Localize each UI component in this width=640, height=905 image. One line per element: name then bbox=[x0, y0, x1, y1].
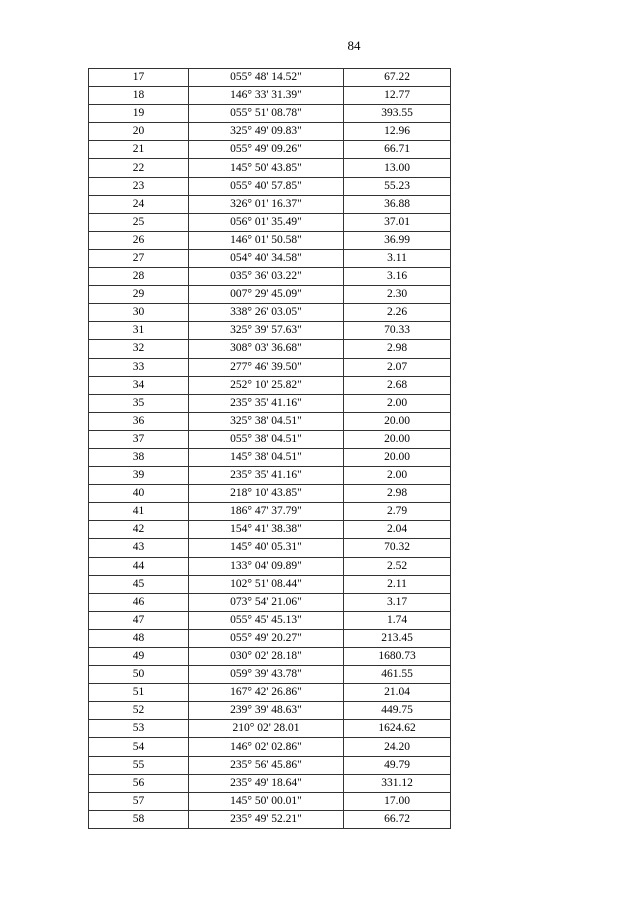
distance-cell: 70.33 bbox=[344, 322, 451, 340]
bearing-cell: 035° 36' 03.22" bbox=[189, 268, 344, 286]
line-number-cell: 40 bbox=[89, 485, 189, 503]
line-number-cell: 31 bbox=[89, 322, 189, 340]
table-row bbox=[89, 810, 451, 828]
line-number-cell: 27 bbox=[89, 249, 189, 267]
line-number-cell: 25 bbox=[89, 213, 189, 231]
table-row bbox=[89, 593, 451, 611]
table-row bbox=[89, 792, 451, 810]
bearing-cell: 007° 29' 45.09" bbox=[189, 286, 344, 304]
table-row bbox=[89, 159, 451, 177]
table-row bbox=[89, 684, 451, 702]
bearing-cell: 145° 38' 04.51" bbox=[189, 448, 344, 466]
line-number-cell: 29 bbox=[89, 286, 189, 304]
table-row bbox=[89, 611, 451, 629]
table-row bbox=[89, 123, 451, 141]
bearing-cell: 055° 49' 20.27" bbox=[189, 629, 344, 647]
bearing-cell: 145° 50' 43.85" bbox=[189, 159, 344, 177]
distance-cell: 2.00 bbox=[344, 467, 451, 485]
bearing-cell: 235° 35' 41.16" bbox=[189, 394, 344, 412]
table-row bbox=[89, 557, 451, 575]
line-number-cell: 56 bbox=[89, 774, 189, 792]
line-number-cell: 39 bbox=[89, 467, 189, 485]
distance-cell: 20.00 bbox=[344, 448, 451, 466]
distance-cell: 24.20 bbox=[344, 738, 451, 756]
distance-cell: 13.00 bbox=[344, 159, 451, 177]
distance-cell: 213.45 bbox=[344, 629, 451, 647]
distance-cell: 3.11 bbox=[344, 249, 451, 267]
table-row bbox=[89, 666, 451, 684]
bearing-cell: 056° 01' 35.49" bbox=[189, 213, 344, 231]
bearing-cell: 055° 40' 57.85" bbox=[189, 177, 344, 195]
line-number-cell: 42 bbox=[89, 521, 189, 539]
table-row bbox=[89, 756, 451, 774]
line-number-cell: 28 bbox=[89, 268, 189, 286]
table-row bbox=[89, 268, 451, 286]
bearing-cell: 145° 50' 00.01" bbox=[189, 792, 344, 810]
distance-cell: 2.07 bbox=[344, 358, 451, 376]
bearing-cell: 055° 51' 08.78" bbox=[189, 105, 344, 123]
line-number-cell: 44 bbox=[89, 557, 189, 575]
table-row bbox=[89, 575, 451, 593]
table-row bbox=[89, 738, 451, 756]
distance-cell: 20.00 bbox=[344, 430, 451, 448]
table-row bbox=[89, 394, 451, 412]
bearing-cell: 030° 02' 28.18" bbox=[189, 648, 344, 666]
table-row bbox=[89, 503, 451, 521]
bearing-cell: 186° 47' 37.79" bbox=[189, 503, 344, 521]
distance-cell: 1680.73 bbox=[344, 648, 451, 666]
bearing-cell: 133° 04' 09.89" bbox=[189, 557, 344, 575]
bearing-cell: 325° 49' 09.83" bbox=[189, 123, 344, 141]
table-row bbox=[89, 195, 451, 213]
distance-cell: 1624.62 bbox=[344, 720, 451, 738]
table-row bbox=[89, 539, 451, 557]
line-number-cell: 24 bbox=[89, 195, 189, 213]
table-row bbox=[89, 69, 451, 87]
bearing-cell: 252° 10' 25.82" bbox=[189, 376, 344, 394]
line-number-cell: 17 bbox=[89, 69, 189, 87]
bearing-cell: 146° 33' 31.39" bbox=[189, 87, 344, 105]
line-number-cell: 48 bbox=[89, 629, 189, 647]
bearing-cell: 059° 39' 43.78" bbox=[189, 666, 344, 684]
distance-cell: 37.01 bbox=[344, 213, 451, 231]
page-number: 84 bbox=[347, 38, 361, 53]
distance-cell: 2.26 bbox=[344, 304, 451, 322]
distance-cell: 331.12 bbox=[344, 774, 451, 792]
distance-cell: 70.32 bbox=[344, 539, 451, 557]
table-row bbox=[89, 720, 451, 738]
table-row bbox=[89, 376, 451, 394]
distance-cell: 2.98 bbox=[344, 340, 451, 358]
table-row bbox=[89, 322, 451, 340]
distance-cell: 2.04 bbox=[344, 521, 451, 539]
distance-cell: 1.74 bbox=[344, 611, 451, 629]
table-row bbox=[89, 430, 451, 448]
table-row bbox=[89, 774, 451, 792]
bearing-cell: 338° 26' 03.05" bbox=[189, 304, 344, 322]
bearing-cell: 239° 39' 48.63" bbox=[189, 702, 344, 720]
bearing-cell: 145° 40' 05.31" bbox=[189, 539, 344, 557]
distance-cell: 55.23 bbox=[344, 177, 451, 195]
line-number-cell: 54 bbox=[89, 738, 189, 756]
bearing-cell: 054° 40' 34.58" bbox=[189, 249, 344, 267]
distance-cell: 20.00 bbox=[344, 412, 451, 430]
table-body bbox=[89, 69, 451, 829]
bearing-cell: 218° 10' 43.85" bbox=[189, 485, 344, 503]
distance-cell: 36.99 bbox=[344, 231, 451, 249]
table-row bbox=[89, 304, 451, 322]
line-number-cell: 21 bbox=[89, 141, 189, 159]
distance-cell: 3.16 bbox=[344, 268, 451, 286]
table-row bbox=[89, 485, 451, 503]
distance-cell: 67.22 bbox=[344, 69, 451, 87]
line-number-cell: 22 bbox=[89, 159, 189, 177]
line-number-cell: 30 bbox=[89, 304, 189, 322]
bearing-cell: 325° 39' 57.63" bbox=[189, 322, 344, 340]
bearing-cell: 055° 48' 14.52" bbox=[189, 69, 344, 87]
line-number-cell: 52 bbox=[89, 702, 189, 720]
distance-cell: 12.96 bbox=[344, 123, 451, 141]
line-number-cell: 57 bbox=[89, 792, 189, 810]
bearing-cell: 210° 02' 28.01 bbox=[189, 720, 344, 738]
distance-cell: 36.88 bbox=[344, 195, 451, 213]
distance-cell: 2.79 bbox=[344, 503, 451, 521]
line-number-cell: 35 bbox=[89, 394, 189, 412]
distance-cell: 12.77 bbox=[344, 87, 451, 105]
bearing-cell: 235° 49' 52.21" bbox=[189, 810, 344, 828]
bearing-cell: 055° 49' 09.26" bbox=[189, 141, 344, 159]
bearing-cell: 326° 01' 16.37" bbox=[189, 195, 344, 213]
bearing-cell: 146° 02' 02.86" bbox=[189, 738, 344, 756]
bearing-cell: 146° 01' 50.58" bbox=[189, 231, 344, 249]
distance-cell: 393.55 bbox=[344, 105, 451, 123]
distance-cell: 2.00 bbox=[344, 394, 451, 412]
line-number-cell: 23 bbox=[89, 177, 189, 195]
line-number-cell: 36 bbox=[89, 412, 189, 430]
table-row bbox=[89, 448, 451, 466]
table-row bbox=[89, 521, 451, 539]
line-number-cell: 32 bbox=[89, 340, 189, 358]
bearing-cell: 325° 38' 04.51" bbox=[189, 412, 344, 430]
bearing-cell: 073° 54' 21.06" bbox=[189, 593, 344, 611]
table-row bbox=[89, 629, 451, 647]
bearing-cell: 167° 42' 26.86" bbox=[189, 684, 344, 702]
line-number-cell: 34 bbox=[89, 376, 189, 394]
table-row bbox=[89, 105, 451, 123]
line-number-cell: 47 bbox=[89, 611, 189, 629]
line-number-cell: 37 bbox=[89, 430, 189, 448]
bearing-cell: 102° 51' 08.44" bbox=[189, 575, 344, 593]
table-row bbox=[89, 648, 451, 666]
distance-cell: 461.55 bbox=[344, 666, 451, 684]
table-row bbox=[89, 213, 451, 231]
line-number-cell: 41 bbox=[89, 503, 189, 521]
distance-cell: 3.17 bbox=[344, 593, 451, 611]
bearing-cell: 055° 38' 04.51" bbox=[189, 430, 344, 448]
line-number-cell: 58 bbox=[89, 810, 189, 828]
bearing-cell: 308° 03' 36.68" bbox=[189, 340, 344, 358]
bearing-cell: 055° 45' 45.13" bbox=[189, 611, 344, 629]
distance-cell: 2.98 bbox=[344, 485, 451, 503]
table-row bbox=[89, 702, 451, 720]
bearing-cell: 154° 41' 38.38" bbox=[189, 521, 344, 539]
table-row bbox=[89, 231, 451, 249]
distance-cell: 49.79 bbox=[344, 756, 451, 774]
bearing-cell: 235° 56' 45.86" bbox=[189, 756, 344, 774]
table-row bbox=[89, 177, 451, 195]
bearing-cell: 277° 46' 39.50" bbox=[189, 358, 344, 376]
distance-cell: 66.71 bbox=[344, 141, 451, 159]
table-row bbox=[89, 467, 451, 485]
table-row bbox=[89, 340, 451, 358]
line-number-cell: 18 bbox=[89, 87, 189, 105]
table-row bbox=[89, 141, 451, 159]
distance-cell: 21.04 bbox=[344, 684, 451, 702]
line-number-cell: 43 bbox=[89, 539, 189, 557]
line-number-cell: 26 bbox=[89, 231, 189, 249]
line-number-cell: 19 bbox=[89, 105, 189, 123]
bearing-distance-table bbox=[88, 68, 451, 829]
table-row bbox=[89, 87, 451, 105]
distance-cell: 2.68 bbox=[344, 376, 451, 394]
line-number-cell: 20 bbox=[89, 123, 189, 141]
distance-cell: 449.75 bbox=[344, 702, 451, 720]
line-number-cell: 38 bbox=[89, 448, 189, 466]
bearing-cell: 235° 49' 18.64" bbox=[189, 774, 344, 792]
distance-cell: 2.52 bbox=[344, 557, 451, 575]
table-row bbox=[89, 412, 451, 430]
table-row bbox=[89, 249, 451, 267]
line-number-cell: 51 bbox=[89, 684, 189, 702]
line-number-cell: 49 bbox=[89, 648, 189, 666]
distance-cell: 66.72 bbox=[344, 810, 451, 828]
distance-cell: 2.30 bbox=[344, 286, 451, 304]
line-number-cell: 33 bbox=[89, 358, 189, 376]
line-number-cell: 53 bbox=[89, 720, 189, 738]
table-row bbox=[89, 358, 451, 376]
distance-cell: 17.00 bbox=[344, 792, 451, 810]
line-number-cell: 46 bbox=[89, 593, 189, 611]
table-row bbox=[89, 286, 451, 304]
line-number-cell: 55 bbox=[89, 756, 189, 774]
line-number-cell: 45 bbox=[89, 575, 189, 593]
bearing-cell: 235° 35' 41.16" bbox=[189, 467, 344, 485]
distance-cell: 2.11 bbox=[344, 575, 451, 593]
line-number-cell: 50 bbox=[89, 666, 189, 684]
